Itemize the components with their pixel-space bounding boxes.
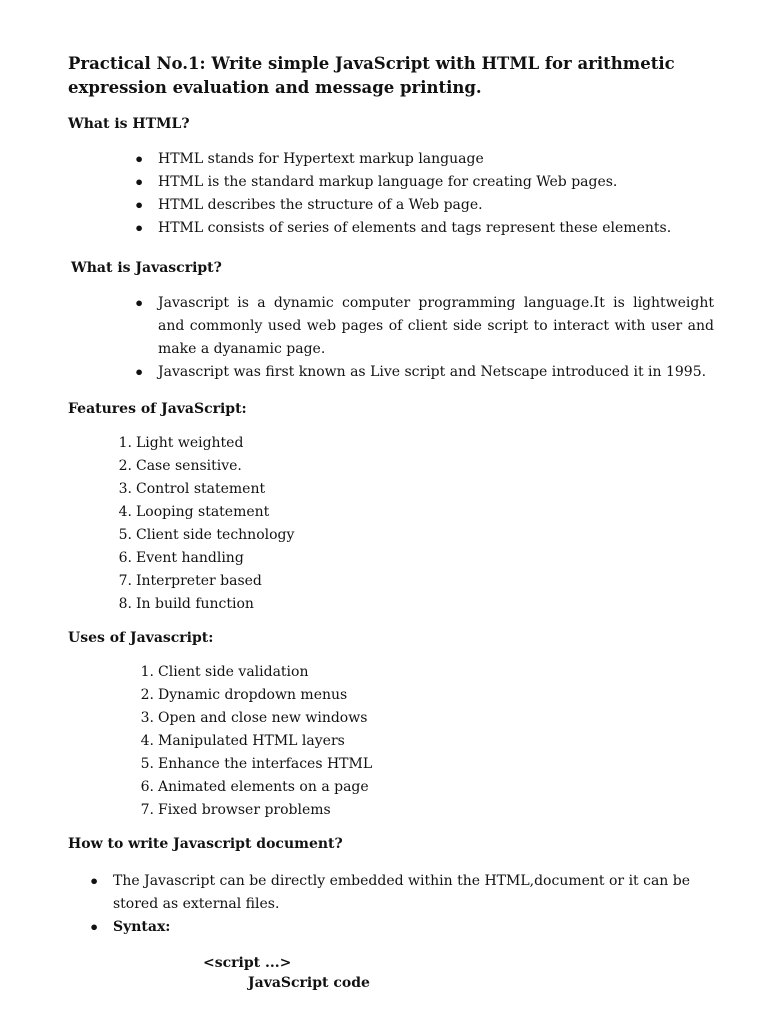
- list-item: 4. Looping statement: [118, 504, 270, 520]
- uses-list: [140, 661, 718, 822]
- code-line-body: JavaScript code: [248, 975, 370, 991]
- features-list: [118, 432, 696, 616]
- list-item: • Javascript was first known as Live script and Netscape introduced it in 1995.: [158, 361, 714, 384]
- write-list: [113, 870, 693, 939]
- list-item: 6. Animated elements on a page: [140, 779, 369, 795]
- list-item: 3. Control statement: [118, 481, 266, 497]
- list-item: • HTML stands for Hypertext markup language: [158, 148, 738, 171]
- features-heading: Features of JavaScript:: [68, 401, 247, 417]
- list-item: • HTML describes the structure of a Web page.: [158, 194, 738, 217]
- code-line-open-tag: <script ...>: [203, 955, 292, 971]
- page-title: Practical No.1: Write simple JavaScript with HTML for arithmetic expression evaluation and message printing.: [68, 54, 675, 97]
- js-heading: What is Javascript?: [71, 260, 222, 276]
- list-item: 1. Light weighted: [118, 435, 244, 451]
- list-item: 1. Client side validation: [140, 664, 309, 680]
- list-item: 7. Interpreter based: [118, 573, 262, 589]
- list-item: • HTML is the standard markup language for creating Web pages.: [158, 171, 738, 194]
- list-item: 4. Manipulated HTML layers: [140, 733, 345, 749]
- uses-heading: Uses of Javascript:: [68, 630, 214, 646]
- write-heading: How to write Javascript document?: [68, 836, 343, 852]
- list-item: 7. Fixed browser problems: [140, 802, 331, 818]
- list-item: 2. Dynamic dropdown menus: [140, 687, 348, 703]
- list-item: • Syntax:: [113, 916, 693, 939]
- list-item: 8. In build function: [118, 596, 254, 612]
- html-heading: What is HTML?: [68, 116, 190, 132]
- list-item: • The Javascript can be directly embedded within the HTML,document or it can be stored as external files.: [113, 870, 693, 916]
- list-item: 3. Open and close new windows: [140, 710, 368, 726]
- list-item: 5. Client side technology: [118, 527, 295, 543]
- list-item: 6. Event handling: [118, 550, 244, 566]
- list-item: 5. Enhance the interfaces HTML: [140, 756, 373, 772]
- list-item: 2. Case sensitive.: [118, 458, 242, 474]
- js-list: [158, 292, 714, 384]
- list-item: • HTML consists of series of elements and tags represent these elements.: [158, 217, 738, 240]
- list-item: • Javascript is a dynamic computer programming language.It is lightweight and commonly used web pages of client side script to interact with user and make a dyanamic page.: [158, 292, 714, 361]
- html-list: [158, 148, 738, 240]
